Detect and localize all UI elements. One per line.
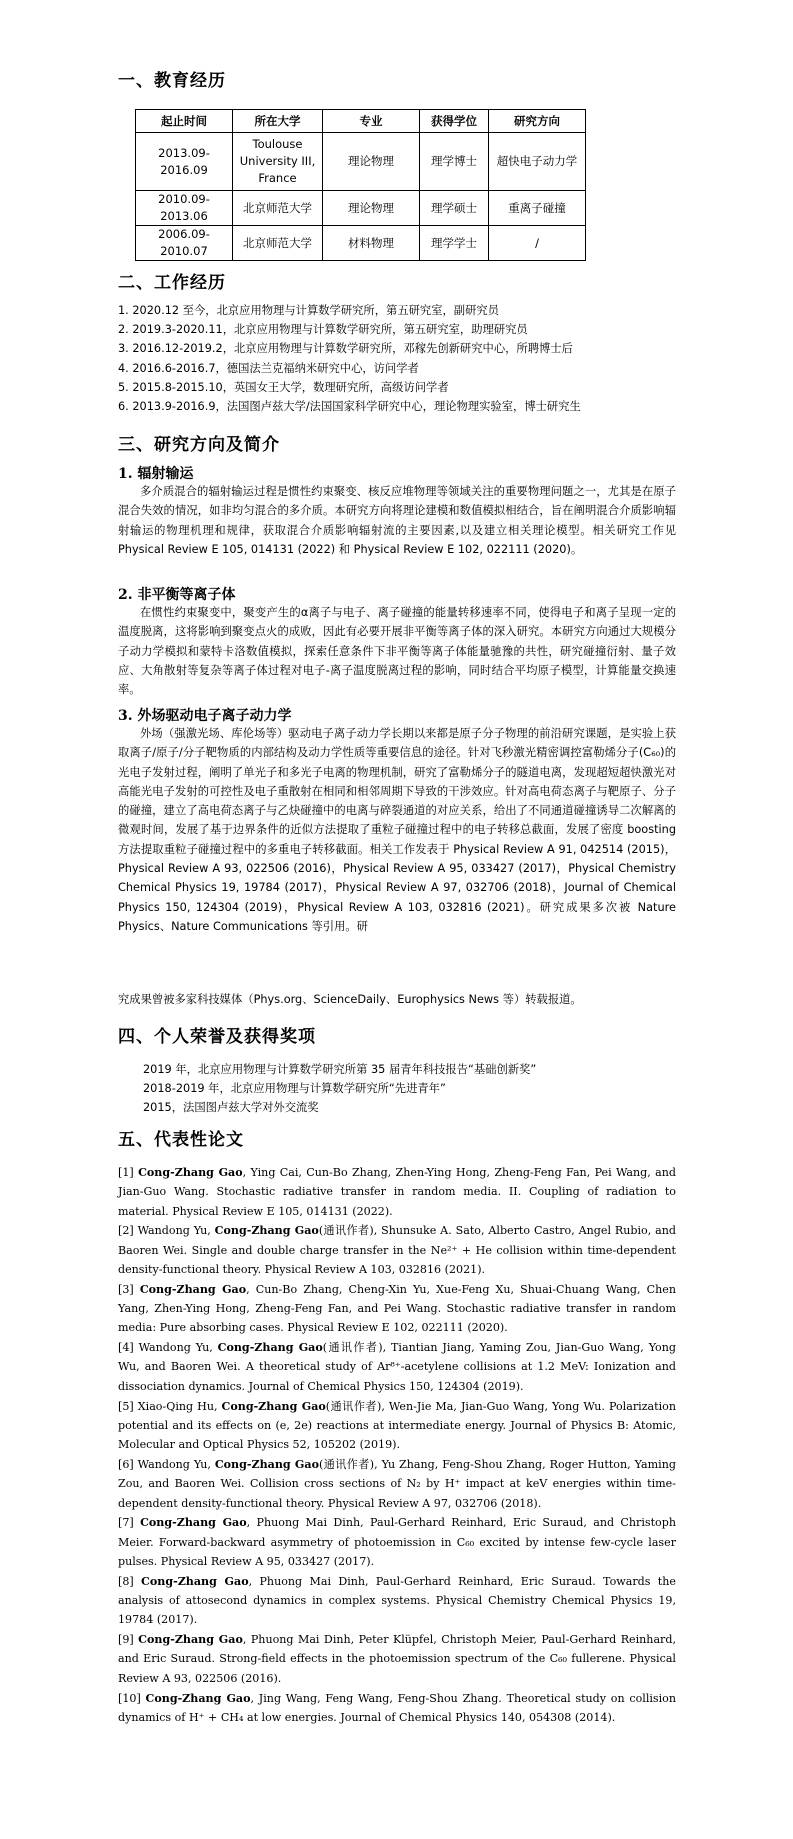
section-title-papers: 五、代表性论文 (118, 1130, 244, 1150)
paper-prefix: [6] Wandong Yu, (118, 1457, 215, 1471)
table-cell: 2006.09-2010.07 (136, 226, 233, 261)
paper-text: , Cun-Bo Zhang, Cheng-Xin Yu, Xue-Feng Xu, Shuai-Chuang Wang, Chen Yang, Zhen-Ying Hong, Zheng-Feng Fan, and Pei Wang. Stochastic radiative transfer in random media: Pure absorbing cases. Physical Review E 102, 022111 (2020). (118, 1282, 676, 1335)
list-item (118, 1280, 676, 1338)
paper-text: (通讯作者), Shunsuke A. Sato, Alberto Castro, Angel Rubio, and Baoren Wei. Single and double charge transfer in the Ne²⁺ + He collision within time-dependent density-functional theory. Physical Review A 103, 032816 (2021). (118, 1224, 676, 1276)
paper-text: , Phuong Mai Dinh, Paul-Gerhard Reinhard, Eric Suraud, and Christoph Meier. Forward-backward asymmetry of photoemission in C₆₀ excited by intense few-cycle laser pulses. Physical Review A 95, 033427 (2017). (118, 1516, 676, 1568)
paper-list (118, 1163, 676, 1728)
paper-prefix: [1] (118, 1166, 139, 1179)
column-header: 起止时间 (136, 110, 233, 133)
paper-prefix: [3] (118, 1282, 140, 1296)
paper-text: , Ying Cai, Cun-Bo Zhang, Zhen-Ying Hong, Zheng-Feng Fan, Pei Wang, and Jian-Guo Wang. Stochastic radiative transfer in random media. II. Coupling of radiation to material. Physical Review E 105, 014131 (2022). (118, 1166, 677, 1218)
author-name: Cong-Zhang Gao (138, 1633, 243, 1647)
research-topic-title: 2. 非平衡等离子体 (118, 587, 236, 603)
table-cell: 理学硕士 (420, 191, 489, 226)
list-item (118, 1689, 676, 1728)
work-list (118, 301, 678, 416)
paper-text: (通讯作者), Wen-Jie Ma, Jian-Guo Wang, Yong Wu. Polarization potential and its effects on (e, 2e) reactions at intermediate energy. Journal of Physics B: Atomic, Molecular and Optical Physics 52, 105202 (2019). (118, 1399, 676, 1452)
table-cell: 理论物理 (323, 133, 420, 191)
author-name: Cong-Zhang Gao (221, 1399, 326, 1413)
list-item (118, 1455, 676, 1513)
list-item: 5. 2015.8-2015.10，英国女王大学，数理研究所，高级访问学者 (118, 380, 449, 394)
table-cell: 重离子碰撞 (489, 191, 586, 226)
table-cell: 超快电子动力学 (489, 133, 586, 191)
column-header: 研究方向 (489, 110, 586, 133)
table-cell: 北京师范大学 (233, 191, 323, 226)
table-row (136, 191, 586, 226)
section-title-education: 一、教育经历 (118, 71, 226, 91)
column-header: 获得学位 (420, 110, 489, 133)
table-cell: 理学博士 (420, 133, 489, 191)
list-item: 2018-2019 年，北京应用物理与计算数学研究所“先进青年” (143, 1082, 446, 1096)
author-name: Cong-Zhang Gao (217, 1341, 323, 1355)
list-item (118, 1338, 676, 1396)
research-paragraph: 外场（强激光场、库伦场等）驱动电子离子动力学长期以来都是原子分子物理的前沿研究课题，是实验上获取离子/原子/分子靶物质的内部结构及动力学性质等重要信息的途径。针对飞秒激光精密调控富勒烯分子(C₆₀)的光电子发射过程，阐明了单光子和多光子电离的物理机制，研究了富勒烯分子的隧道电离，发现超短超快激光对高能光电子发射的可控性及电子重散射在相同和相邻周期下导致的干涉效应。针对高电荷态离子与靶原子、分子的碰撞，建立了高电荷态离子与乙炔碰撞中的电离与碎裂通道的对应关系，给出了不同通道碰撞诱导二次解离的微观时间，发展了基于边界条件的近似方法提取了重粒子碰撞过程中的电子转移总截面，发展了密度 boosting 方法提取重粒子碰撞过程中的多重电子转移截面。相关工作发表于 Physical Review A 91, 042514 (2015)，Physical Review A 93, 022506 (2016)，Physical Review A 95, 033427 (2017)，Physical Chemistry Chemical Physics 19, 19784 (2017)，Physical Review A 97, 032706 (2018)，Journal of Chemical Physics 150, 124304 (2019)，Physical Review A 103, 032816 (2021)。研究成果多次被 Nature Physics、Nature Communications 等引用。研 (118, 727, 676, 933)
list-item: 2019 年，北京应用物理与计算数学研究所第 35 届青年科技报告“基础创新奖” (143, 1063, 537, 1076)
author-name: Cong-Zhang Gao (140, 1516, 247, 1530)
paper-prefix: [7] (118, 1516, 141, 1530)
list-item (118, 1513, 676, 1571)
list-item (118, 1221, 676, 1279)
list-item: 2. 2019.3-2020.11，北京应用物理与计算数学研究所，第五研究室，助理研究员 (118, 323, 528, 337)
section-title-honors: 四、个人荣誉及获得奖项 (118, 1027, 316, 1047)
table-cell: 理学学士 (420, 226, 489, 261)
author-name: Cong-Zhang Gao (138, 1166, 243, 1179)
paper-prefix: [9] (118, 1633, 139, 1647)
paper-text: (通讯作者), Yu Zhang, Feng-Shou Zhang, Roger Hutton, Yaming Zou, and Baoren Wei. Collision cross sections of N₂ by H⁺ impact at keV energies within time-dependent density-functional theory. Physical Review A 97, 032706 (2018). (118, 1457, 676, 1510)
table-cell: 2010.09-2013.06 (136, 191, 233, 226)
table-cell: 理论物理 (323, 191, 420, 226)
table-cell: / (489, 226, 586, 261)
research-paragraph-continued: 究成果曾被多家科技媒体（Phys.org、ScienceDaily、Europhysics News 等）转载报道。 (118, 993, 582, 1006)
list-item (118, 1397, 676, 1455)
author-name: Cong-Zhang Gao (141, 1574, 249, 1588)
research-paragraph: 多介质混合的辐射输运过程是惯性约束聚变、核反应堆物理等领域关注的重要物理问题之一，尤其是在原子混合失效的情况，如非均匀混合的多介质。本研究方向将理论建模和数值模拟相结合，旨在阐明混合介质影响辐射输运的物理机理和规律，获取混合介质影响辐射流的主要因素,以及建立相关理论模型。相关研究工作见 Physical Review E 105, 014131 (2022) 和 Physical Review E 102, 022111 (2020)。 (118, 485, 676, 556)
list-item: 2015，法国图卢兹大学对外交流奖 (143, 1101, 319, 1115)
table-cell: 北京师范大学 (233, 226, 323, 261)
honors-list (143, 1060, 683, 1118)
list-item (118, 1630, 676, 1688)
paper-prefix: [2] Wandong Yu, (118, 1224, 215, 1238)
section-title-research: 三、研究方向及简介 (118, 435, 280, 455)
paper-text: , Phuong Mai Dinh, Paul-Gerhard Reinhard, Eric Suraud. Towards the analysis of attosecond dynamics in complex systems. Physical Chemistry Chemical Physics 19, 19784 (2017). (118, 1574, 676, 1627)
paper-text: (通讯作者), Tiantian Jiang, Yaming Zou, Jian-Guo Wang, Yong Wu, and Baoren Wei. A theoretical study of Ar⁸⁺-acetylene collisions at 1.2 MeV: Ionization and dissociation dynamics. Journal of Chemical Physics 150, 124304 (2019). (118, 1341, 676, 1393)
list-item (118, 1163, 676, 1221)
research-topic-title: 1. 辐射输运 (118, 466, 194, 482)
author-name: Cong-Zhang Gao (214, 1457, 319, 1471)
paper-prefix: [5] Xiao-Qing Hu, (118, 1399, 222, 1413)
paper-prefix: [4] Wandong Yu, (118, 1341, 218, 1355)
table-header-row (136, 110, 586, 133)
paper-prefix: [8] (118, 1574, 142, 1588)
table-cell: 材料物理 (323, 226, 420, 261)
list-item (118, 1572, 676, 1630)
table-row (136, 226, 586, 261)
paper-prefix: [10] (118, 1691, 146, 1705)
author-name: Cong-Zhang Gao (145, 1691, 251, 1705)
column-header: 专业 (323, 110, 420, 133)
list-item: 1. 2020.12 至今，北京应用物理与计算数学研究所，第五研究室，副研究员 (118, 304, 499, 317)
author-name: Cong-Zhang Gao (139, 1282, 247, 1296)
column-header: 所在大学 (233, 110, 323, 133)
table-cell: Toulouse University III, France (233, 133, 323, 191)
list-item: 4. 2016.6-2016.7，德国法兰克福纳米研究中心，访问学者 (118, 361, 419, 375)
table-cell: 2013.09-2016.09 (136, 133, 233, 191)
author-name: Cong-Zhang Gao (214, 1224, 319, 1238)
research-paragraph: 在惯性约束聚变中，聚变产生的α离子与电子、离子碰撞的能量转移速率不同，使得电子和离子呈现一定的温度脱离，这将影响到聚变点火的成败，因此有必要开展非平衡等离子体的深入研究。本研究方向通过大规模分子动力学模拟和蒙特卡洛数值模拟，探索任意条件下非平衡等离子体能量驰豫的共性，研究碰撞衍射、量子效应、大角散射等复杂等离子体过程对电子-离子温度脱离过程的影响，同时结合平均原子模型，计算能量交换速率。 (118, 606, 676, 697)
education-table (135, 109, 586, 261)
research-topic-title: 3. 外场驱动电子离子动力学 (118, 708, 292, 724)
table-row (136, 133, 586, 191)
section-title-work: 二、工作经历 (118, 273, 226, 293)
list-item: 6. 2013.9-2016.9，法国图卢兹大学/法国国家科学研究中心，理论物理实验室，博士研究生 (118, 400, 581, 414)
list-item: 3. 2016.12-2019.2，北京应用物理与计算数学研究所，邓稼先创新研究中心，所聘博士后 (118, 342, 573, 356)
paper-text: , Phuong Mai Dinh, Peter Klüpfel, Christoph Meier, Paul-Gerhard Reinhard, and Eric Suraud. Strong-field effects in the photoemission spectrum of the C₆₀ fullerene. Physical Review A 93, 022506 (2016). (118, 1633, 676, 1685)
paper-text: , Jing Wang, Feng Wang, Feng-Shou Zhang. Theoretical study on collision dynamics of H⁺ + CH₄ at low energies. Journal of Chemical Physics 140, 054308 (2014). (118, 1691, 676, 1724)
